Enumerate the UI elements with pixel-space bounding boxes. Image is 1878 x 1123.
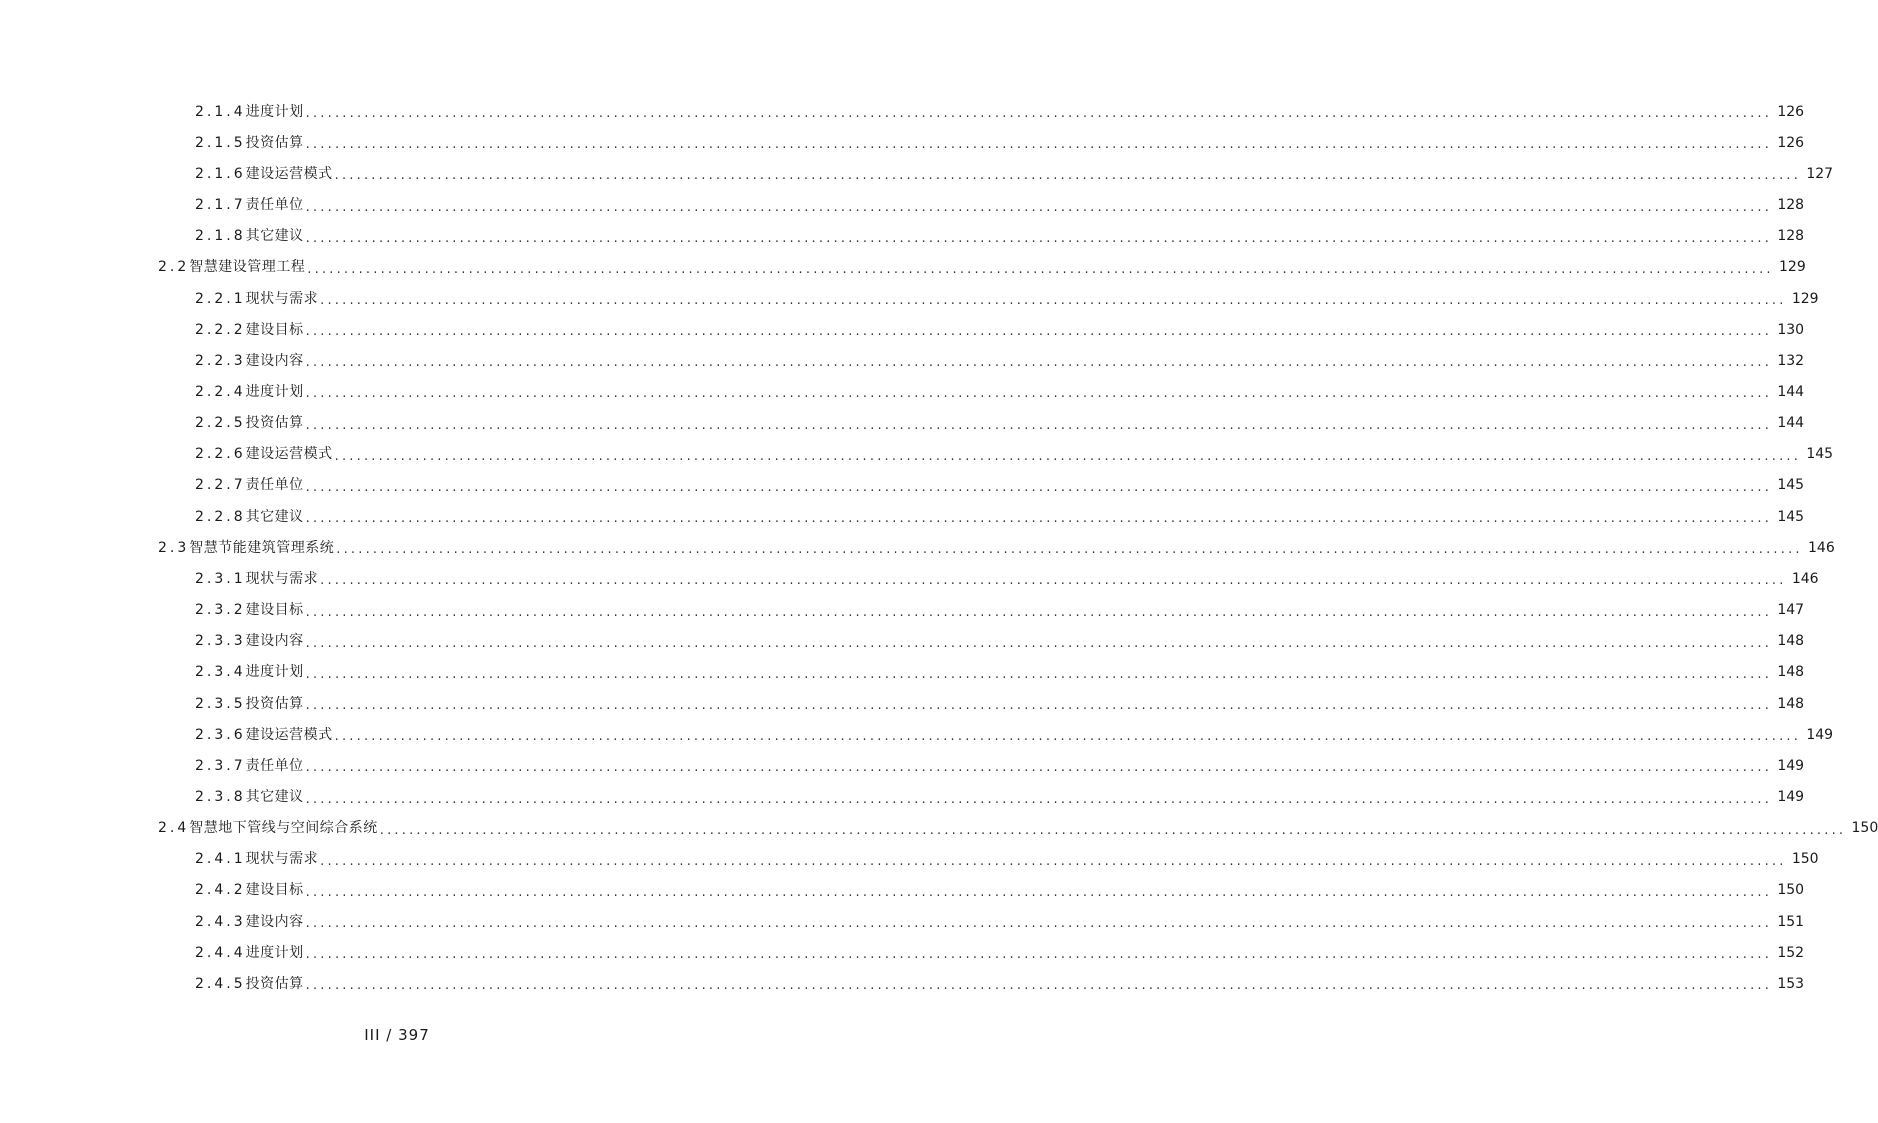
toc-entry-number: 2.4.4 xyxy=(195,944,246,961)
toc-dot-leader: ........................................................................................................................................................................................................ xyxy=(336,542,1803,558)
page-number-label: III xyxy=(364,1026,381,1044)
toc-entry-text xyxy=(195,852,318,866)
toc-entry-text xyxy=(195,167,333,181)
toc-entry[interactable] xyxy=(0,158,1834,189)
toc-entry[interactable] xyxy=(0,470,1805,501)
toc-entry-text xyxy=(195,510,304,524)
table-of-contents xyxy=(0,96,1878,1000)
toc-entry-number: 2.3.1 xyxy=(195,570,246,587)
toc-dot-leader: ........................................................................................................................................................................................................ xyxy=(305,978,1773,994)
toc-dot-leader: ........................................................................................................................................................................................................ xyxy=(305,760,1773,776)
toc-page-number: 127 xyxy=(1806,165,1834,182)
toc-entry-number: 2.2.8 xyxy=(195,508,246,525)
toc-entry-title: 进度计划 xyxy=(245,383,304,400)
toc-dot-leader: ........................................................................................................................................................................................................ xyxy=(320,853,1787,869)
toc-page-number: 153 xyxy=(1777,975,1805,992)
toc-entry-title: 建设内容 xyxy=(245,352,304,369)
toc-entry[interactable] xyxy=(0,408,1805,439)
toc-entry-title: 智慧建设管理工程 xyxy=(189,259,306,276)
toc-entry-text xyxy=(195,416,304,430)
toc-page-number: 145 xyxy=(1777,508,1805,525)
toc-entry-title: 建设运营模式 xyxy=(245,165,333,182)
toc-entry-title: 现状与需求 xyxy=(245,290,319,307)
toc-entry-text xyxy=(195,105,304,119)
toc-entry-text xyxy=(195,634,304,648)
toc-entry[interactable] xyxy=(0,189,1805,220)
toc-entry-number: 2.1.5 xyxy=(195,134,246,151)
toc-dot-leader: ........................................................................................................................................................................................................ xyxy=(305,916,1773,932)
toc-entry-number: 2.4.1 xyxy=(195,851,246,868)
toc-page-number: 144 xyxy=(1777,415,1805,432)
toc-entry-title: 责任单位 xyxy=(245,477,304,494)
toc-entry[interactable] xyxy=(0,439,1834,470)
toc-entry[interactable] xyxy=(0,813,1878,844)
toc-entry[interactable] xyxy=(0,968,1805,999)
toc-entry-number: 2.4.2 xyxy=(195,882,246,899)
toc-entry-number: 2.4.5 xyxy=(195,975,246,992)
toc-entry-text xyxy=(195,665,304,679)
toc-entry[interactable] xyxy=(0,688,1805,719)
toc-dot-leader: ........................................................................................................................................................................................................ xyxy=(305,137,1773,153)
toc-page-number: 149 xyxy=(1806,726,1834,743)
toc-dot-leader: ........................................................................................................................................................................................................ xyxy=(305,417,1773,433)
toc-page-number: 128 xyxy=(1777,228,1805,245)
page-footer xyxy=(0,1026,794,1044)
toc-entry-text xyxy=(195,572,318,586)
toc-entry-number: 2.1.4 xyxy=(195,103,246,120)
toc-entry-title: 投资估算 xyxy=(245,975,304,992)
toc-entry-title: 进度计划 xyxy=(245,664,304,681)
toc-entry-text xyxy=(195,198,304,212)
toc-entry-text xyxy=(195,292,318,306)
toc-page-number: 132 xyxy=(1777,352,1805,369)
toc-entry-title: 建设目标 xyxy=(245,882,304,899)
toc-page-number: 126 xyxy=(1777,103,1805,120)
toc-entry[interactable] xyxy=(0,96,1805,127)
toc-page-number: 145 xyxy=(1806,446,1834,463)
toc-page-number: 129 xyxy=(1791,290,1819,307)
toc-entry-title: 建设目标 xyxy=(245,602,304,619)
toc-dot-leader: ........................................................................................................................................................................................................ xyxy=(305,791,1773,807)
toc-entry[interactable] xyxy=(0,127,1805,158)
toc-page-number: 149 xyxy=(1777,789,1805,806)
toc-dot-leader: ........................................................................................................................................................................................................ xyxy=(305,386,1773,402)
toc-entry[interactable] xyxy=(0,719,1834,750)
toc-entry-number: 2.3 xyxy=(158,539,190,556)
toc-page-number: 151 xyxy=(1777,913,1805,930)
toc-entry-title: 进度计划 xyxy=(245,944,304,961)
toc-entry-title: 责任单位 xyxy=(245,757,304,774)
toc-entry-text xyxy=(158,821,378,835)
toc-entry[interactable] xyxy=(0,595,1805,626)
toc-entry-title: 现状与需求 xyxy=(245,851,319,868)
toc-entry-title: 进度计划 xyxy=(245,103,304,120)
toc-dot-leader: ........................................................................................................................................................................................................ xyxy=(305,884,1773,900)
toc-entry-number: 2.2.4 xyxy=(195,383,246,400)
toc-dot-leader: ........................................................................................................................................................................................................ xyxy=(305,230,1773,246)
toc-entry[interactable] xyxy=(0,906,1805,937)
toc-entry-text xyxy=(195,977,304,991)
toc-dot-leader: ........................................................................................................................................................................................................ xyxy=(305,666,1773,682)
toc-dot-leader: ........................................................................................................................................................................................................ xyxy=(379,822,1847,838)
toc-entry-number: 2.2 xyxy=(158,259,190,276)
toc-dot-leader: ........................................................................................................................................................................................................ xyxy=(334,729,1802,745)
toc-entry-number: 2.1.6 xyxy=(195,165,246,182)
toc-entry-number: 2.2.5 xyxy=(195,415,246,432)
toc-page-number: 148 xyxy=(1777,633,1805,650)
toc-entry-title: 建设运营模式 xyxy=(245,726,333,743)
toc-entry-text xyxy=(158,541,334,555)
toc-entry-number: 2.3.5 xyxy=(195,695,246,712)
toc-entry-number: 2.3.7 xyxy=(195,757,246,774)
toc-entry[interactable] xyxy=(0,937,1805,968)
toc-entry-title: 投资估算 xyxy=(245,134,304,151)
toc-entry[interactable] xyxy=(0,532,1835,563)
toc-dot-leader: ........................................................................................................................................................................................................ xyxy=(305,511,1773,527)
toc-entry-title: 投资估算 xyxy=(245,415,304,432)
toc-entry-text xyxy=(195,915,304,929)
toc-entry-number: 2.2.2 xyxy=(195,321,246,338)
toc-entry-number: 2.3.8 xyxy=(195,789,246,806)
toc-entry-number: 2.3.2 xyxy=(195,602,246,619)
toc-entry-title: 建设内容 xyxy=(245,913,304,930)
toc-dot-leader: ........................................................................................................................................................................................................ xyxy=(305,479,1773,495)
page-separator: / xyxy=(386,1026,393,1044)
toc-dot-leader: ........................................................................................................................................................................................................ xyxy=(334,448,1802,464)
toc-page-number: 148 xyxy=(1777,664,1805,681)
toc-entry-text xyxy=(195,447,333,461)
toc-page-number: 149 xyxy=(1777,757,1805,774)
toc-entry-number: 2.4.3 xyxy=(195,913,246,930)
total-pages: 397 xyxy=(398,1026,430,1044)
toc-entry[interactable] xyxy=(0,844,1819,875)
toc-entry-number: 2.2.1 xyxy=(195,290,246,307)
toc-entry-text xyxy=(195,759,304,773)
toc-dot-leader: ........................................................................................................................................................................................................ xyxy=(320,293,1787,309)
toc-dot-leader: ........................................................................................................................................................................................................ xyxy=(320,573,1787,589)
toc-page-number: 147 xyxy=(1777,602,1805,619)
toc-entry-text xyxy=(195,697,304,711)
toc-entry-title: 智慧地下管线与空间综合系统 xyxy=(189,820,378,837)
toc-page-number: 146 xyxy=(1791,570,1819,587)
toc-entry-title: 建设目标 xyxy=(245,321,304,338)
toc-entry-title: 其它建议 xyxy=(245,228,304,245)
toc-entry-number: 2.2.7 xyxy=(195,477,246,494)
toc-entry-text xyxy=(195,354,304,368)
toc-entry-title: 建设运营模式 xyxy=(245,446,333,463)
toc-dot-leader: ........................................................................................................................................................................................................ xyxy=(305,199,1773,215)
toc-entry-text xyxy=(195,478,304,492)
toc-entry-title: 其它建议 xyxy=(245,508,304,525)
toc-dot-leader: ........................................................................................................................................................................................................ xyxy=(305,355,1773,371)
toc-page-number: 130 xyxy=(1777,321,1805,338)
toc-entry-title: 投资估算 xyxy=(245,695,304,712)
toc-page-number: 152 xyxy=(1777,944,1805,961)
toc-page-number: 150 xyxy=(1851,820,1878,837)
toc-entry[interactable] xyxy=(0,781,1805,812)
toc-dot-leader: ........................................................................................................................................................................................................ xyxy=(305,947,1773,963)
toc-entry-text xyxy=(195,883,304,897)
toc-page-number: 129 xyxy=(1779,259,1806,276)
toc-entry[interactable] xyxy=(0,563,1819,594)
toc-entry-text xyxy=(195,136,304,150)
toc-page-number: 150 xyxy=(1791,851,1819,868)
toc-entry[interactable] xyxy=(0,376,1805,407)
toc-entry-text xyxy=(195,728,333,742)
toc-entry-number: 2.1.7 xyxy=(195,197,246,214)
toc-entry-number: 2.2.6 xyxy=(195,446,246,463)
toc-entry-title: 其它建议 xyxy=(245,789,304,806)
toc-entry-text xyxy=(195,603,304,617)
toc-entry[interactable] xyxy=(0,626,1805,657)
toc-entry[interactable] xyxy=(0,221,1805,252)
toc-dot-leader: ........................................................................................................................................................................................................ xyxy=(305,324,1773,340)
toc-entry[interactable] xyxy=(0,283,1819,314)
toc-entry-title: 责任单位 xyxy=(245,197,304,214)
toc-dot-leader: ........................................................................................................................................................................................................ xyxy=(305,604,1773,620)
toc-page-number: 150 xyxy=(1777,882,1805,899)
toc-page-number: 126 xyxy=(1777,134,1805,151)
toc-entry-number: 2.3.3 xyxy=(195,633,246,650)
toc-dot-leader: ........................................................................................................................................................................................................ xyxy=(305,698,1773,714)
toc-entry-text xyxy=(158,260,305,274)
toc-entry-number: 2.3.4 xyxy=(195,664,246,681)
toc-entry[interactable] xyxy=(0,314,1805,345)
toc-dot-leader: ........................................................................................................................................................................................................ xyxy=(307,261,1774,277)
toc-entry-number: 2.2.3 xyxy=(195,352,246,369)
toc-page-number: 128 xyxy=(1777,197,1805,214)
toc-entry-text xyxy=(195,946,304,960)
toc-entry[interactable] xyxy=(0,345,1805,376)
toc-page-number: 146 xyxy=(1808,539,1835,556)
toc-dot-leader: ........................................................................................................................................................................................................ xyxy=(334,168,1802,184)
toc-entry-text xyxy=(195,790,304,804)
toc-entry-number: 2.3.6 xyxy=(195,726,246,743)
toc-entry[interactable] xyxy=(0,501,1805,532)
toc-entry-title: 智慧节能建筑管理系统 xyxy=(189,539,335,556)
toc-entry-number: 2.1.8 xyxy=(195,228,246,245)
toc-entry-title: 建设内容 xyxy=(245,633,304,650)
toc-page-number: 144 xyxy=(1777,383,1805,400)
toc-entry[interactable] xyxy=(0,657,1805,688)
toc-entry-text xyxy=(195,385,304,399)
toc-entry[interactable] xyxy=(0,875,1805,906)
toc-entry[interactable] xyxy=(0,252,1806,283)
toc-entry-text xyxy=(195,229,304,243)
toc-dot-leader: ........................................................................................................................................................................................................ xyxy=(305,635,1773,651)
toc-entry-number: 2.4 xyxy=(158,820,190,837)
toc-entry[interactable] xyxy=(0,750,1805,781)
toc-page-number: 145 xyxy=(1777,477,1805,494)
toc-entry-title: 现状与需求 xyxy=(245,570,319,587)
toc-entry-text xyxy=(195,323,304,337)
toc-dot-leader: ........................................................................................................................................................................................................ xyxy=(305,106,1773,122)
toc-page-number: 148 xyxy=(1777,695,1805,712)
